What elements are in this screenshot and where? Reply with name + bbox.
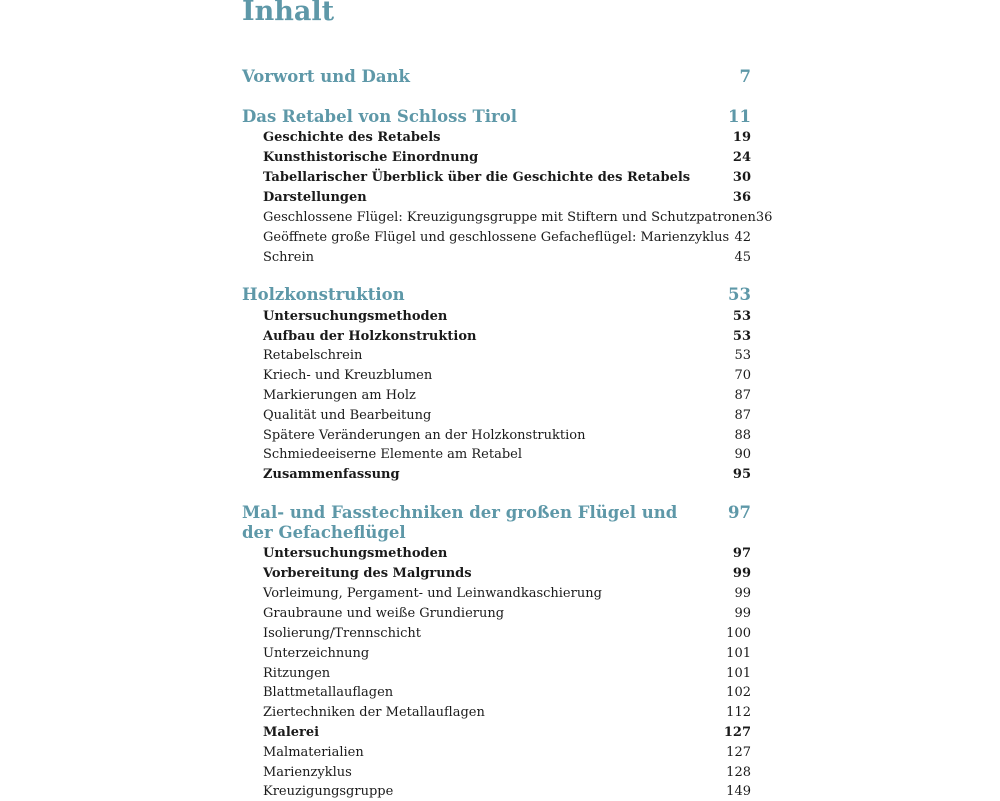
page-number: 101 [726,666,751,681]
page-number: 53 [734,348,751,363]
toc-entry[interactable] [263,704,751,722]
toc-entry[interactable] [263,565,751,583]
page-number: 99 [734,606,751,621]
toc-entry[interactable] [263,665,751,683]
page-number: 97 [732,546,751,561]
toc-entry[interactable] [263,149,751,167]
toc-entry[interactable] [263,229,751,247]
page-number: 127 [726,745,751,760]
page-number: 149 [726,784,751,799]
entry-title: Untersuchungsmethoden [263,546,448,561]
toc-entry[interactable] [263,209,773,227]
page-number: 87 [734,388,751,403]
toc-entry[interactable] [263,605,751,623]
toc-entry[interactable] [263,684,751,702]
page-number: 30 [732,170,751,185]
toc-entry[interactable] [263,764,751,782]
chapter-title: Mal- und Fasstechniken der großen Flügel und der Gefacheflügel [242,503,678,542]
entry-title: Unterzeichnung [263,646,370,661]
entry-title: Geschlossene Flügel: Kreuzigungsgruppe mit Stiftern und Schutzpatronen [263,210,756,225]
page-number: 97 [728,503,751,522]
toc-chapter-maltechniken[interactable] [242,503,751,543]
page-number: 87 [734,408,751,423]
toc-entry[interactable] [263,387,751,405]
page-number: 102 [726,685,751,700]
toc-entry[interactable] [263,308,751,326]
page-number: 99 [734,586,751,601]
page-number: 88 [734,428,751,443]
toc-entry[interactable] [263,189,751,207]
entry-title: Aufbau der Holzkonstruktion [263,329,477,344]
entry-title: Darstellungen [263,190,367,205]
toc-entry[interactable] [263,466,751,484]
page-number: 99 [732,566,751,581]
page-number: 53 [728,285,751,304]
chapter-title: Holzkonstruktion [242,285,405,304]
entry-title: Tabellarischer Überblick über die Geschichte des Retabels [263,170,691,185]
page-number: 36 [755,210,773,225]
page-number: 53 [732,309,751,324]
page-number: 128 [726,765,751,780]
toc-entry[interactable] [263,169,751,187]
page-number: 11 [728,107,751,126]
entry-title: Blattmetallauflagen [263,685,394,700]
toc-entry[interactable] [263,744,751,762]
page-number: 95 [732,467,751,482]
toc-entry[interactable] [263,645,751,663]
toc-entry[interactable] [263,407,751,425]
page-number: 127 [723,725,751,740]
entry-title: Ritzungen [263,666,331,681]
entry-title: Zusammenfassung [263,467,400,482]
page-number: 19 [732,130,751,145]
toc-entry[interactable] [263,367,751,385]
page-title: Inhalt [242,0,335,27]
chapter-title: Das Retabel von Schloss Tirol [242,107,518,126]
entry-title: Kreuzigungsgruppe [263,784,394,799]
page-number: 36 [732,190,751,205]
entry-title: Kunsthistorische Einordnung [263,150,479,165]
page-number: 101 [726,646,751,661]
entry-title: Graubraune und weiße Grundierung [263,606,505,621]
entry-title: Ziertechniken der Metallauflagen [263,705,485,720]
entry-title: Geöffnete große Flügel und geschlossene Gefacheflügel: Marienzyklus [263,230,730,245]
toc-entry[interactable] [263,347,751,365]
toc-chapter-holzkonstruktion[interactable] [242,285,751,305]
entry-title: Schrein [263,250,314,265]
entry-title: Retabelschrein [263,348,363,363]
entry-title: Kriech- und Kreuzblumen [263,368,433,383]
page-number: 90 [734,447,751,462]
toc-entry[interactable] [263,625,751,643]
entry-title: Schmiedeeiserne Elemente am Retabel [263,447,523,462]
entry-title: Marienzyklus [263,765,352,780]
page-number: 42 [734,230,751,245]
entry-title: Geschichte des Retabels [263,130,441,145]
page-number: 100 [726,626,751,641]
entry-title: Qualität und Bearbeitung [263,408,432,423]
entry-title: Markierungen am Holz [263,388,416,403]
toc-entry[interactable] [263,427,751,445]
page-number: 45 [734,250,751,265]
page-number: 24 [732,150,751,165]
page-number: 7 [739,67,751,86]
page-number: 112 [726,705,751,720]
entry-title: Malmaterialien [263,745,364,760]
entry-title: Malerei [263,725,320,740]
page-number: 70 [734,368,751,383]
toc-entry[interactable] [263,783,751,801]
entry-title: Vorbereitung des Malgrunds [263,566,472,581]
chapter-title: Vorwort und Dank [242,67,410,86]
toc-entry[interactable] [263,328,751,346]
toc-entry[interactable] [263,545,751,563]
entry-title: Spätere Veränderungen an der Holzkonstruktion [263,428,586,443]
toc-entry[interactable] [263,129,751,147]
toc-entry[interactable] [263,446,751,464]
toc-chapter-retabel[interactable] [242,107,751,127]
toc-entry[interactable] [263,249,751,267]
toc-chapter-vorwort[interactable] [242,67,751,87]
entry-title: Untersuchungsmethoden [263,309,448,324]
toc-entry[interactable] [263,724,751,742]
toc-entry[interactable] [263,585,751,603]
entry-title: Vorleimung, Pergament- und Leinwandkaschierung [263,586,602,601]
entry-title: Isolierung/Trennschicht [263,626,421,641]
page-number: 53 [732,329,751,344]
